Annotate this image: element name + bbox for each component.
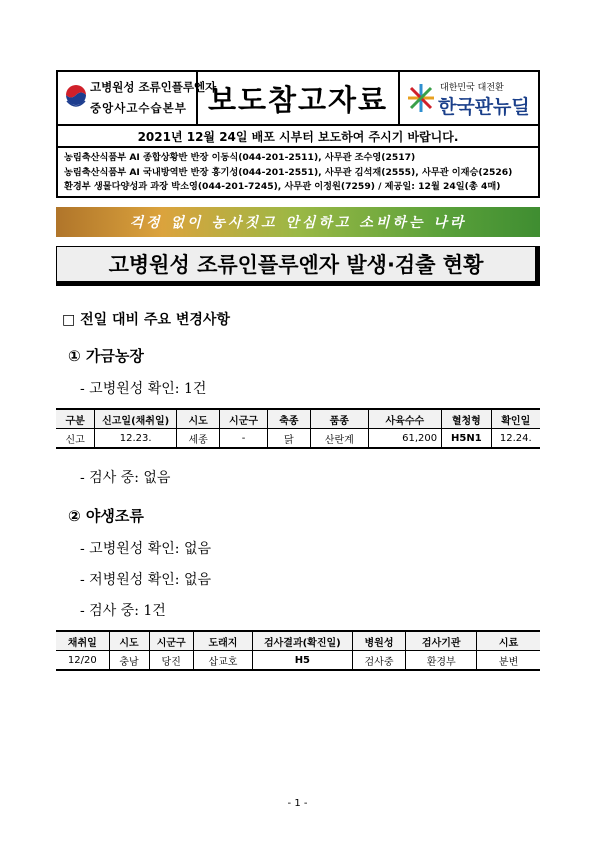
- table-row: [56, 429, 540, 449]
- col-header: 축종: [267, 409, 310, 429]
- slogan-text: 걱정 없이 농사짓고 안심하고 소비하는 나라: [129, 215, 467, 231]
- wild-low: - 저병원성 확인: 없음: [80, 572, 211, 588]
- col-header: 확인일: [491, 409, 540, 429]
- wild-table: [56, 630, 540, 671]
- table-cell: 삽교호: [193, 651, 252, 671]
- new-deal-star-icon: [406, 82, 436, 114]
- col-header: 시군구: [149, 631, 193, 651]
- section-heading: [62, 309, 230, 329]
- checkbox-square-icon: □: [62, 312, 76, 328]
- page-title: 고병원성 조류인플루엔자 발생·검출 현황: [56, 246, 540, 286]
- farm-inspecting: - 검사 중: 없음: [80, 470, 171, 486]
- contact-line: 농림축산식품부 AI 종합상황반 반장 이동식(044-201-2511), 사무관 조수영(2517): [64, 152, 416, 163]
- table-header-row: [56, 409, 540, 429]
- slogan-banner: [56, 207, 540, 237]
- hq-name-line2: 중앙사고수습본부: [90, 101, 187, 115]
- col-header: 구분: [56, 409, 95, 429]
- wild-heading: ② 야생조류: [68, 507, 144, 525]
- header-box: [56, 70, 540, 126]
- table-cell: 산란계: [311, 429, 368, 449]
- col-header: 도래지: [193, 631, 252, 651]
- contact-line: 농림축산식품부 AI 국내방역반 반장 홍기성(044-201-2551), 사무관 김석재(2555), 사무관 이재승(2526): [64, 166, 513, 178]
- table-cell: 분변: [477, 651, 540, 671]
- table-cell: 61,200: [368, 429, 442, 449]
- col-header: 병원성: [352, 631, 406, 651]
- government-emblem-icon: [64, 83, 88, 111]
- section-heading-text: 전일 대비 주요 변경사항: [80, 312, 230, 328]
- doc-type-title: 보도참고자료: [198, 72, 400, 124]
- col-header: 품종: [311, 409, 368, 429]
- table-header-row: [56, 631, 540, 651]
- col-header: 검사결과(확진일): [253, 631, 353, 651]
- wild-inspecting: - 검사 중: 1건: [80, 603, 166, 619]
- farm-table: [56, 408, 540, 449]
- contact-info: [56, 148, 540, 198]
- table-cell: 12.23.: [95, 429, 177, 449]
- page-number: - 1 -: [287, 798, 308, 809]
- col-header: 시도: [109, 631, 149, 651]
- hq-name-line1: 고병원성 조류인플루엔자: [90, 80, 217, 94]
- table-cell: 세종: [176, 429, 219, 449]
- new-deal-title: 한국판뉴딜: [438, 96, 530, 118]
- farm-heading: ① 가금농장: [68, 347, 144, 365]
- table-cell: 12.24.: [491, 429, 540, 449]
- distribution-notice: 2021년 12월 24일 배포 시부터 보도하여 주시기 바랍니다.: [56, 126, 540, 148]
- col-header: 시료: [477, 631, 540, 651]
- table-cell: 당진: [149, 651, 193, 671]
- col-header: 혈청형: [442, 409, 491, 429]
- col-header: 사육수수: [368, 409, 442, 429]
- table-cell: 닭: [267, 429, 310, 449]
- table-cell: H5: [253, 651, 353, 671]
- table-cell: 검사중: [352, 651, 406, 671]
- col-header: 시도: [176, 409, 219, 429]
- table-cell: H5N1: [442, 429, 491, 449]
- col-header: 채취일: [56, 631, 109, 651]
- table-cell: 환경부: [406, 651, 477, 671]
- table-cell: 12/20: [56, 651, 109, 671]
- table-cell: 신고: [56, 429, 95, 449]
- col-header: 신고일(채취일): [95, 409, 177, 429]
- wild-high: - 고병원성 확인: 없음: [80, 541, 211, 557]
- contact-line: 환경부 생물다양성과 과장 박소영(044-201-7245), 사무관 이정원(7259) / 제공일: 12월 24일(총 4매): [64, 181, 501, 192]
- table-cell: -: [220, 429, 267, 449]
- farm-confirmed: - 고병원성 확인: 1건: [80, 381, 207, 397]
- table-cell: 충남: [109, 651, 149, 671]
- col-header: 시군구: [220, 409, 267, 429]
- hq-cell: [58, 72, 217, 124]
- new-deal-logo: [400, 72, 538, 124]
- new-deal-subtitle: 대한민국 대전환: [440, 83, 504, 93]
- col-header: 검사기관: [406, 631, 477, 651]
- table-row: [56, 651, 540, 671]
